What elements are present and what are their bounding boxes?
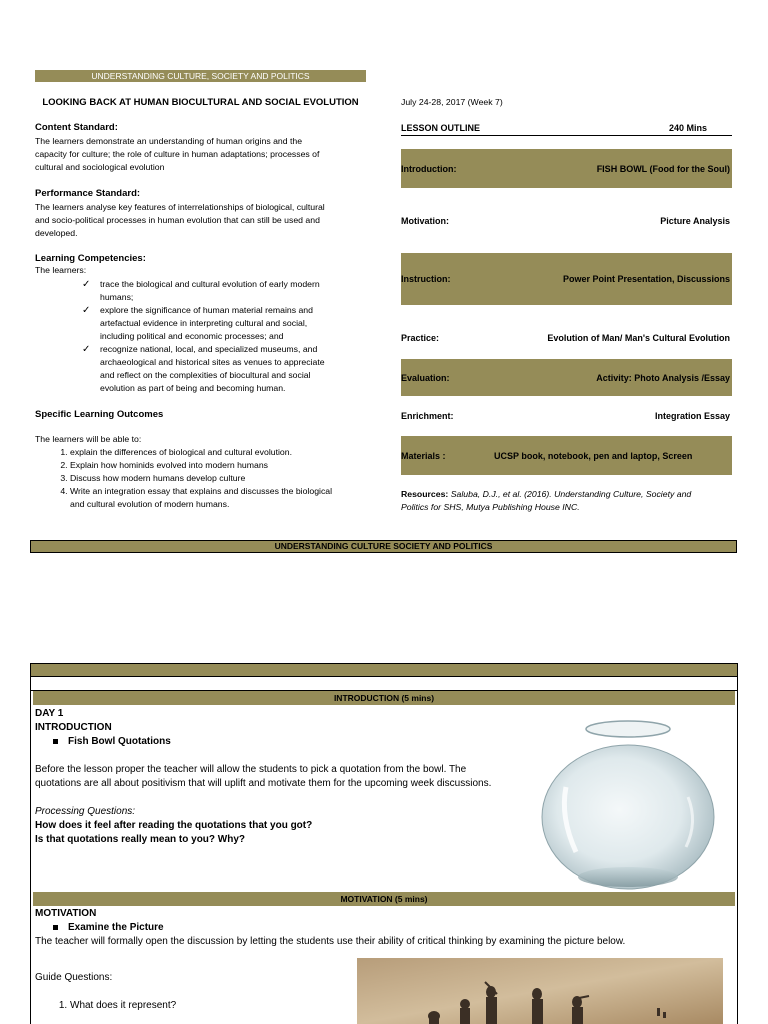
resources-citation-cont: Politics for SHS, Mutya Publishing House INC.	[401, 502, 580, 512]
outline-label: Enrichment:	[401, 411, 454, 421]
outline-value: UCSP book, notebook, pen and laptop, Screen	[494, 450, 693, 461]
day-label: DAY 1	[35, 708, 64, 719]
guide-item: 1. What does it represent?	[70, 999, 735, 1013]
introduction-section-bar: INTRODUCTION (5 mins)	[33, 691, 735, 705]
lesson-duration: 240 Mins	[669, 123, 708, 133]
outline-value: Picture Analysis	[660, 216, 730, 226]
checkmark-icon: ✓	[82, 344, 91, 355]
fishbowl-bullet: Fish Bowl Quotations	[35, 735, 535, 749]
outline-row-introduction	[401, 149, 732, 188]
bullet-icon	[53, 925, 58, 930]
outline-value: Activity: Photo Analysis /Essay	[596, 372, 730, 383]
outline-label: Materials :	[401, 450, 446, 461]
outline-value: Power Point Presentation, Discussions	[562, 274, 730, 284]
performance-standard-line: The learners analyse key features of interrelationships of biological, cultural	[35, 202, 325, 212]
learning-competencies	[35, 253, 370, 395]
date-line: July 24-28, 2017 (Week 7)	[401, 97, 503, 107]
outcome-item: 4. Write an integration essay that explains and discusses the biological and cultural evolution of modern humans.	[70, 485, 375, 511]
outcome-item: 2. Explain how hominids evolved into modern humans	[70, 459, 375, 472]
outline-label: Evaluation:	[401, 372, 450, 383]
introduction-section	[35, 707, 535, 847]
processing-question: Is that quotations really mean to you? Why?	[35, 834, 246, 845]
learning-competencies-intro: The learners:	[35, 265, 87, 275]
outcome-list	[35, 446, 375, 511]
motivation-section-bar: MOTIVATION (5 mins)	[33, 892, 735, 906]
course-banner-secondary: UNDERSTANDING CULTURE SOCIETY AND POLITICS	[30, 540, 737, 553]
outline-value: FISH BOWL (Food for the Soul)	[596, 163, 730, 174]
lesson-outline-label: LESSON OUTLINE	[401, 123, 481, 133]
outline-value: Integration Essay	[654, 411, 730, 421]
outline-value: Evolution of Man/ Man's Cultural Evolution	[547, 333, 730, 343]
performance-standard-line: and socio-political processes in human evolution that can still be used and	[35, 215, 320, 225]
outline-label: Motivation:	[401, 216, 449, 226]
content-standard-line: The learners demonstrate an understanding of human origins and the	[35, 136, 303, 146]
outcome-item: 1. explain the differences of biological and cultural evolution.	[70, 446, 375, 459]
course-banner: UNDERSTANDING CULTURE, SOCIETY AND POLITICS	[35, 70, 366, 82]
frame-header-bar	[30, 663, 738, 677]
motivation-paragraph: The teacher will formally open the discussion by letting the students use their ability of critical thinking by examining the picture below.	[35, 936, 626, 947]
examine-bullet: Examine the Picture	[35, 921, 735, 935]
performance-standard	[35, 188, 370, 240]
outline-row-enrichment	[401, 406, 732, 426]
motivation-heading: MOTIVATION	[35, 908, 97, 919]
performance-standard-line: developed.	[35, 228, 78, 238]
outline-row-motivation	[401, 210, 732, 232]
outline-label: Introduction:	[401, 163, 457, 174]
content-standard-line: cultural and sociological evolution	[35, 162, 165, 172]
performance-standard-heading: Performance Standard:	[35, 188, 141, 199]
outline-row-practice	[401, 328, 732, 348]
specific-outcomes-intro: The learners will be able to:	[35, 434, 142, 444]
fishbowl-image	[538, 717, 718, 892]
competency-item: ✓ explore the significance of human material remains and artefactual evidence in interpreting cultural and social, including political and economic processes; and	[82, 305, 313, 341]
resources-label: Resources:	[401, 489, 449, 499]
bullet-icon	[53, 739, 58, 744]
competency-item: ✓ recognize national, local, and specialized museums, and archaeological and historical sites as venues to appreciate and reflect on the complexities of biocultural and social evolution as part of being and becoming human.	[82, 344, 325, 393]
outline-label: Practice:	[401, 333, 440, 343]
checkmark-icon: ✓	[82, 279, 91, 290]
outcome-item: 3. Discuss how modern humans develop culture	[70, 472, 375, 485]
processing-question: How does it feel after reading the quotations that you got?	[35, 820, 313, 831]
content-standard-line: capacity for culture; the role of culture in human adaptations; processes of	[35, 149, 320, 159]
specific-outcomes-heading: Specific Learning Outcomes	[35, 409, 164, 420]
outline-label: Instruction:	[401, 274, 451, 284]
outline-row-evaluation	[401, 359, 732, 396]
content-standard-heading: Content Standard:	[35, 122, 118, 133]
competency-list	[82, 278, 370, 395]
outline-row-instruction	[401, 253, 732, 305]
guide-label: Guide Questions:	[35, 972, 113, 983]
specific-outcomes	[35, 409, 375, 511]
introduction-heading: INTRODUCTION	[35, 722, 112, 733]
lesson-outline-header	[401, 123, 732, 136]
frame-divider	[30, 677, 738, 691]
outline-row-materials	[401, 436, 732, 475]
content-standard	[35, 122, 370, 174]
resources	[401, 488, 736, 514]
processing-label: Processing Questions:	[35, 806, 136, 817]
competency-item: ✓ trace the biological and cultural evolution of early modern humans;	[82, 279, 320, 302]
lesson-title: LOOKING BACK AT HUMAN BIOCULTURAL AND SOCIAL EVOLUTION	[42, 97, 359, 108]
evolution-image	[357, 958, 723, 1024]
checkmark-icon: ✓	[82, 305, 91, 316]
introduction-paragraph: Before the lesson proper the teacher will allow the students to pick a quotation from the bowl. The quotations are all about positivism that will uplift and motivate them for the upcoming week discussions.	[35, 764, 492, 789]
learning-competencies-heading: Learning Competencies:	[35, 253, 146, 264]
resources-citation: Saluba, D.J., et al. (2016). Understanding Culture, Society and	[450, 489, 692, 499]
